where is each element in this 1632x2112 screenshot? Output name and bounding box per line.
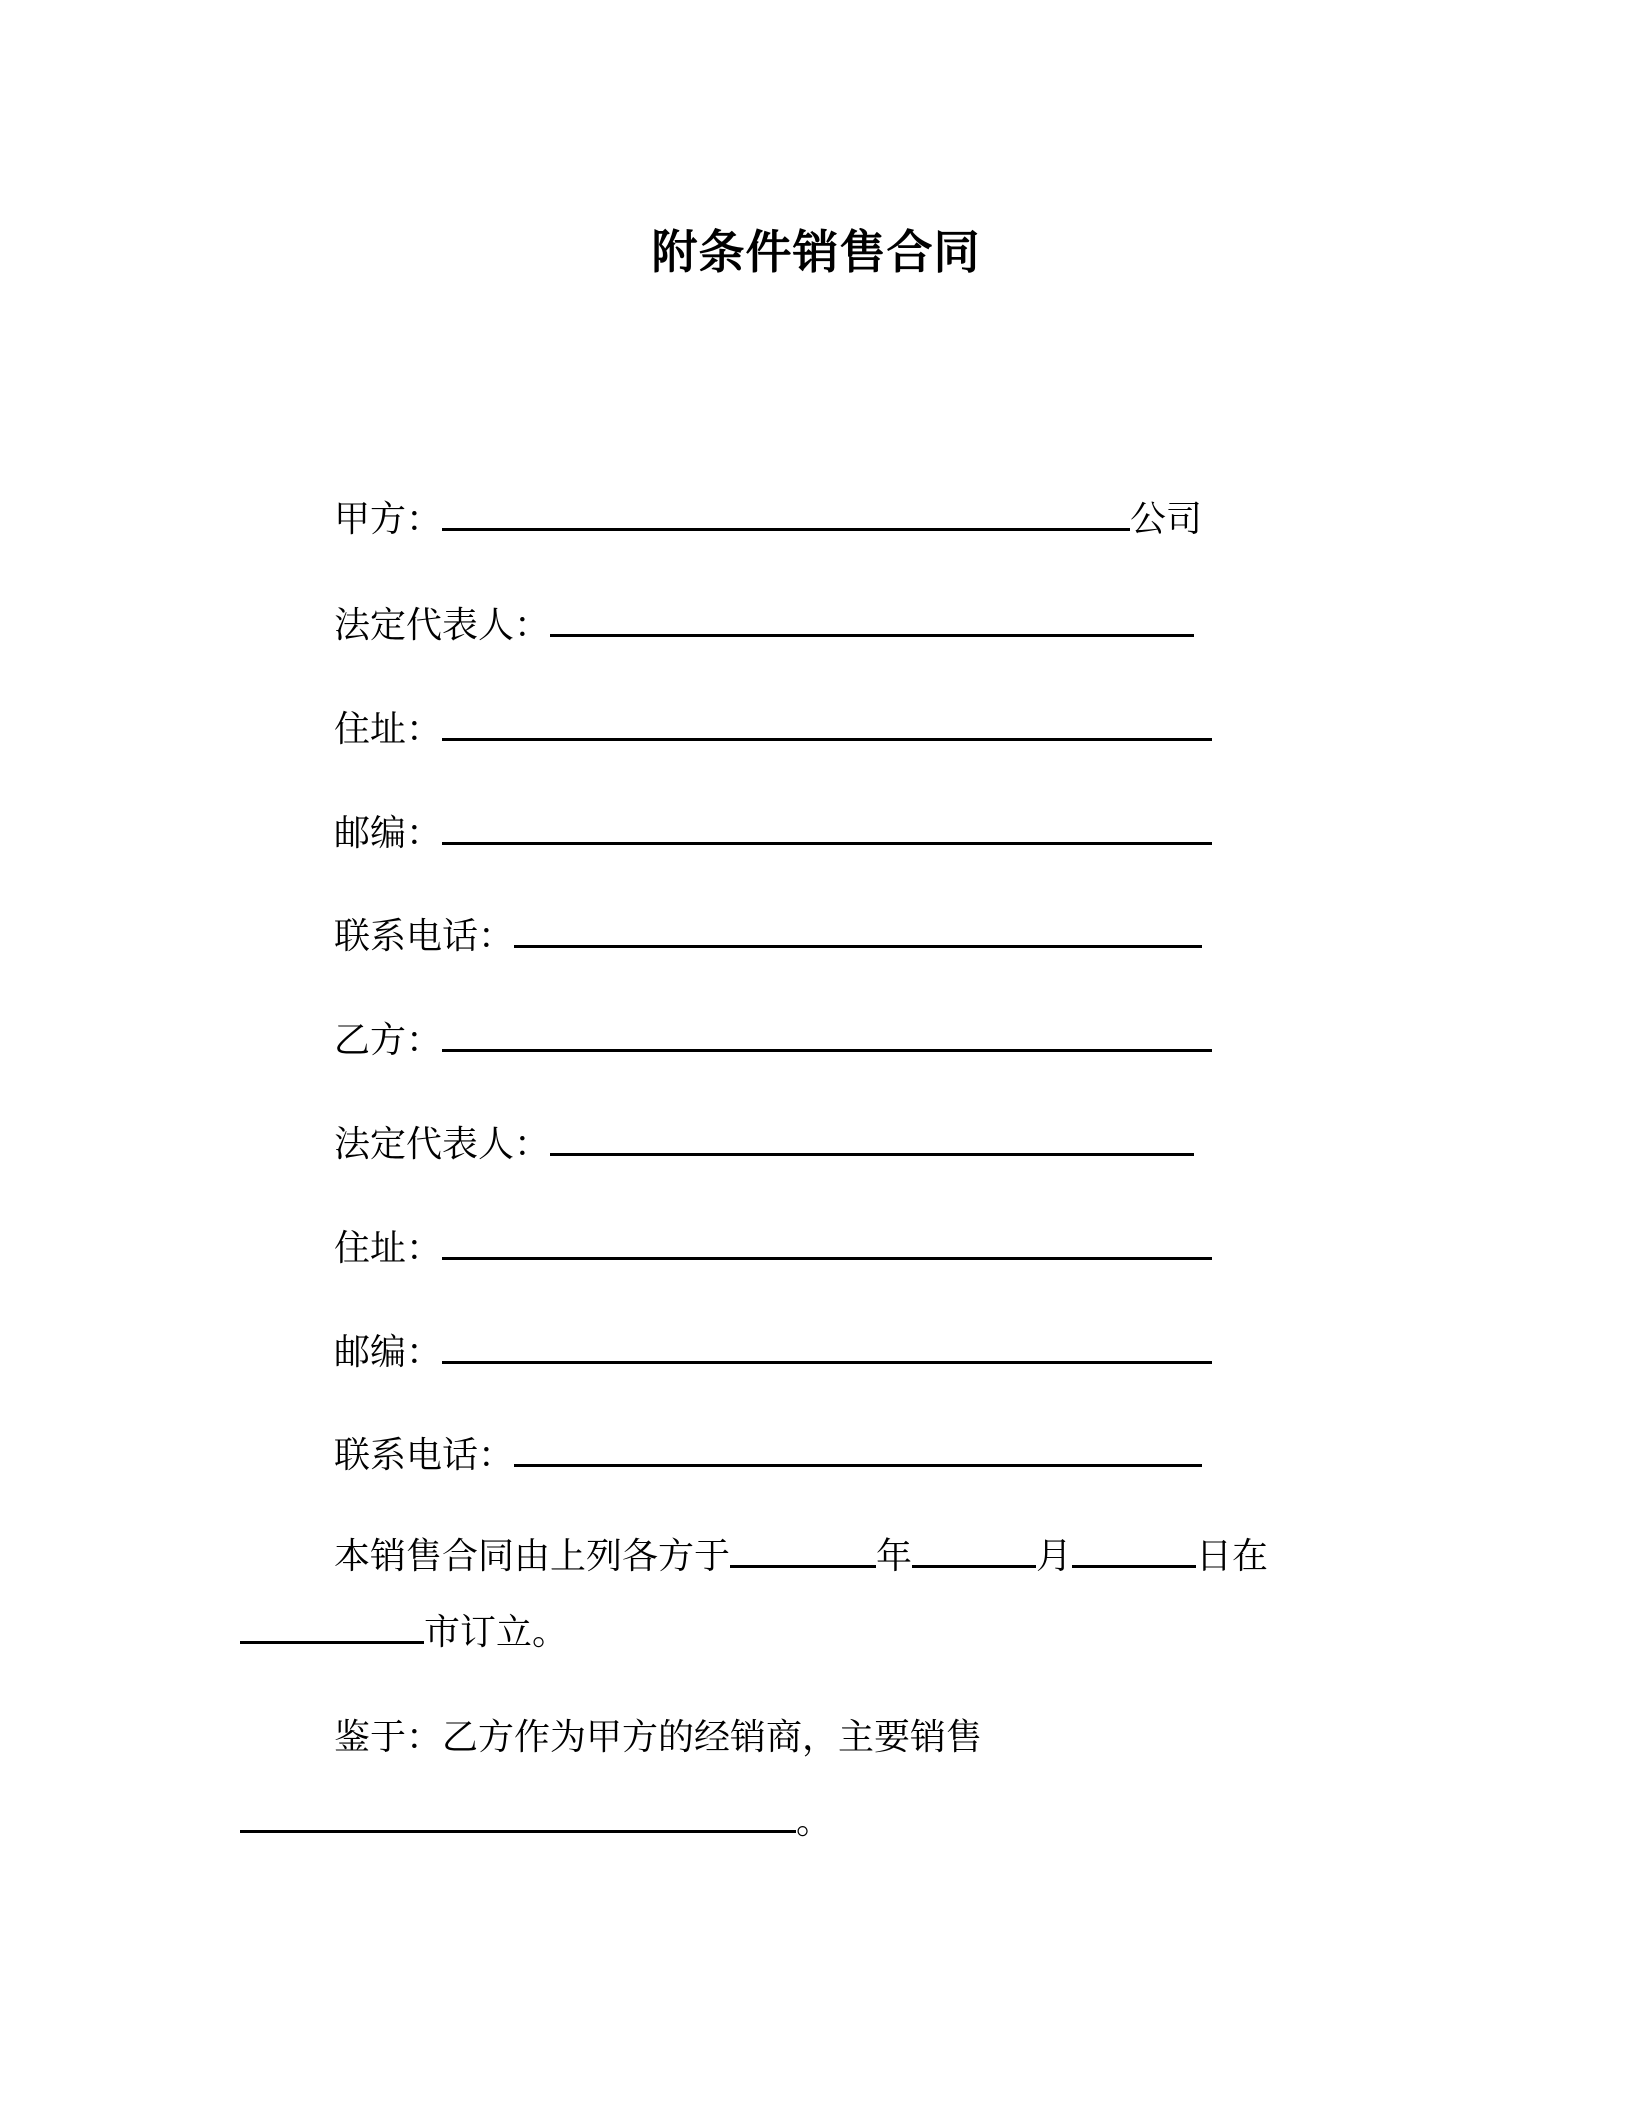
agreement-prefix: 本销售合同由上列各方于 bbox=[334, 1536, 731, 1577]
party-a-rep-blank[interactable] bbox=[550, 604, 1194, 637]
agreement-line-2 bbox=[240, 1608, 568, 1658]
party-b-blank[interactable] bbox=[442, 1019, 1212, 1052]
whereas-end: 。 bbox=[796, 1801, 833, 1842]
party-b-postcode-blank[interactable] bbox=[442, 1331, 1212, 1364]
products-blank[interactable] bbox=[240, 1800, 796, 1833]
party-a-suffix: 公司 bbox=[1130, 499, 1203, 540]
party-b-label: 乙方： bbox=[334, 1020, 443, 1061]
party-a-address-line bbox=[334, 705, 1212, 755]
whereas-text: 鉴于：乙方作为甲方的经销商，主要销售 bbox=[334, 1717, 983, 1758]
party-a-rep-line bbox=[334, 601, 1194, 651]
month-label: 月 bbox=[1036, 1536, 1073, 1577]
party-b-rep-blank[interactable] bbox=[550, 1123, 1194, 1156]
party-a-label: 甲方： bbox=[334, 499, 443, 540]
party-a-line bbox=[334, 495, 1202, 545]
party-a-blank[interactable] bbox=[442, 498, 1130, 531]
party-a-phone-label: 联系电话： bbox=[334, 916, 515, 957]
party-a-phone-blank[interactable] bbox=[514, 915, 1202, 948]
party-a-address-label: 住址： bbox=[334, 709, 443, 750]
agreement-line-1 bbox=[334, 1532, 1268, 1582]
party-b-postcode-label: 邮编： bbox=[334, 1332, 443, 1373]
day-at-label: 日在 bbox=[1196, 1536, 1269, 1577]
party-b-phone-line bbox=[334, 1431, 1202, 1481]
party-b-address-blank[interactable] bbox=[442, 1227, 1212, 1260]
city-suffix: 市订立。 bbox=[424, 1612, 569, 1653]
month-blank[interactable] bbox=[912, 1535, 1036, 1568]
party-a-phone-line bbox=[334, 912, 1202, 962]
party-a-postcode-label: 邮编： bbox=[334, 813, 443, 854]
party-b-postcode-line bbox=[334, 1328, 1212, 1378]
party-b-address-label: 住址： bbox=[334, 1228, 443, 1269]
party-a-address-blank[interactable] bbox=[442, 708, 1212, 741]
party-b-line bbox=[334, 1016, 1212, 1066]
whereas-line-2 bbox=[240, 1797, 832, 1847]
party-b-rep-label: 法定代表人： bbox=[334, 1124, 551, 1165]
party-a-postcode-blank[interactable] bbox=[442, 812, 1212, 845]
party-b-rep-line bbox=[334, 1120, 1194, 1170]
party-b-phone-blank[interactable] bbox=[514, 1434, 1202, 1467]
party-a-rep-label: 法定代表人： bbox=[334, 605, 551, 646]
document-title: 附条件销售合同 bbox=[651, 225, 981, 279]
party-b-phone-label: 联系电话： bbox=[334, 1435, 515, 1476]
party-b-address-line bbox=[334, 1224, 1212, 1274]
whereas-line-1 bbox=[334, 1713, 982, 1763]
day-blank[interactable] bbox=[1072, 1535, 1196, 1568]
party-a-postcode-line bbox=[334, 809, 1212, 859]
year-blank[interactable] bbox=[730, 1535, 876, 1568]
city-blank[interactable] bbox=[240, 1611, 424, 1644]
year-label: 年 bbox=[876, 1536, 913, 1577]
